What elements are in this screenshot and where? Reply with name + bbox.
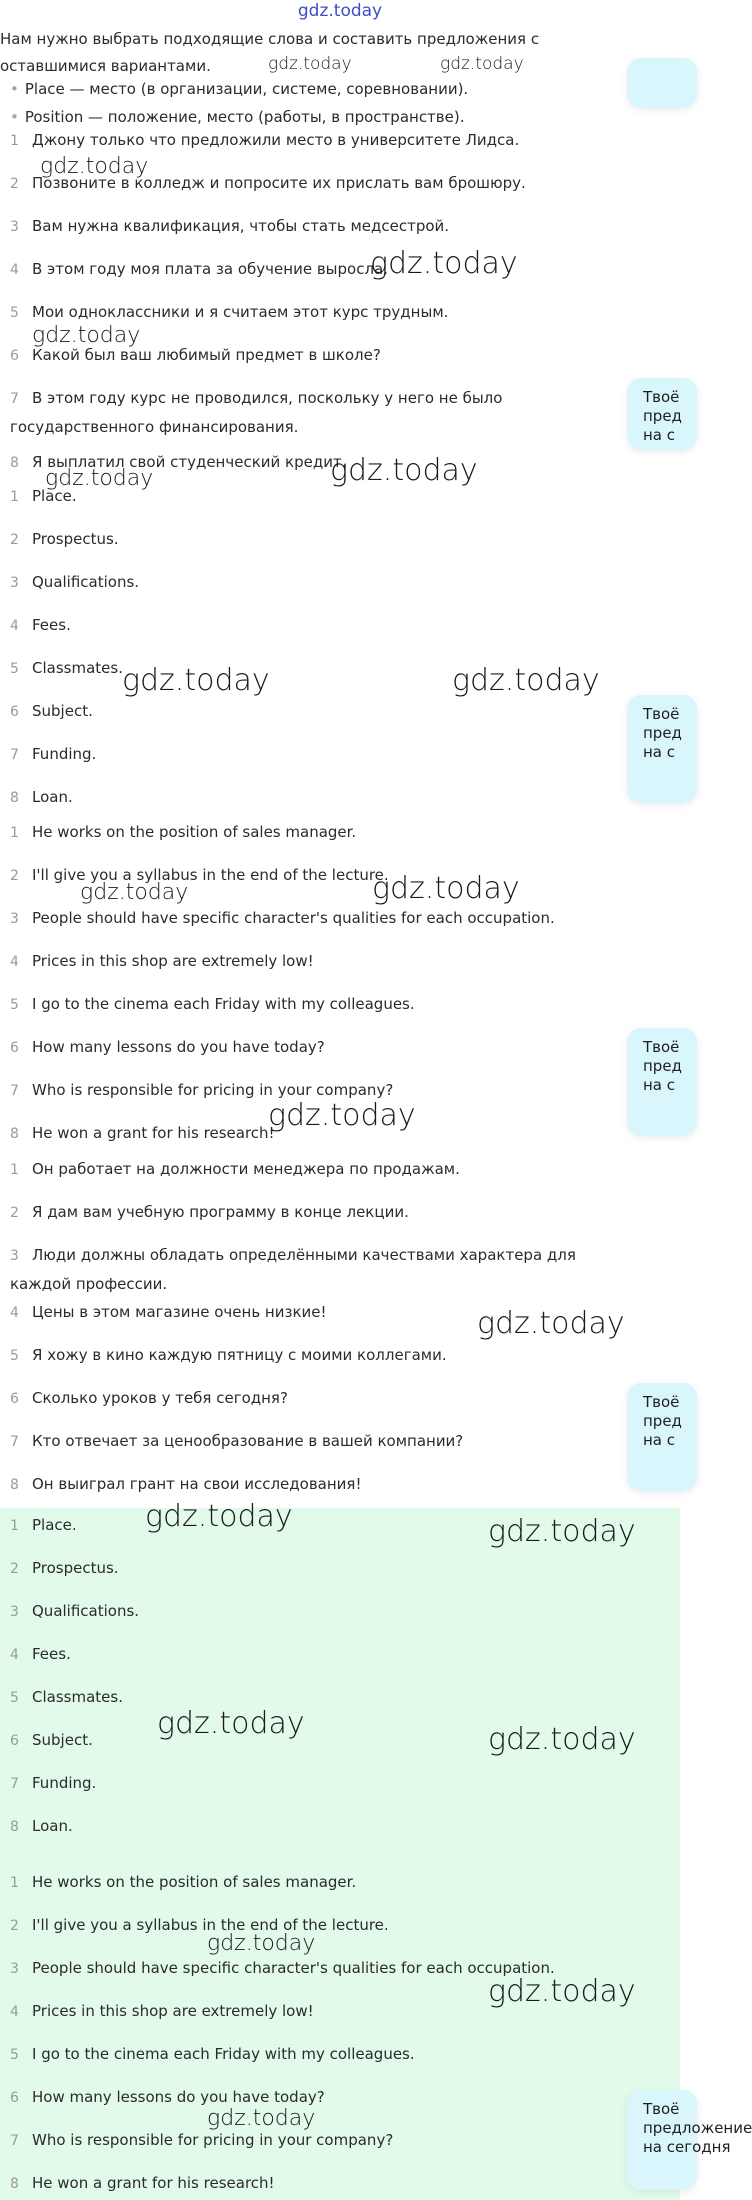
watermark: gdz.today [80, 880, 189, 905]
list-item [10, 1384, 630, 1413]
item-text: Fees. [32, 616, 71, 634]
item-number: 4 [10, 618, 19, 634]
list-item [10, 1241, 630, 1298]
task-intro: Нам нужно выбрать подходящие слова и составить предложения с оставшимися вариантами. [0, 30, 540, 75]
promo-card-line: пред [643, 407, 682, 425]
promo-card-line: Твоё [643, 1393, 680, 1411]
definition-place: • Place — место (в организации, системе, соревновании). [10, 75, 650, 103]
item-number: 8 [10, 1477, 19, 1493]
item-text: Я дам вам учебную программу в конце лекции. [32, 1203, 409, 1221]
promo-card[interactable] [627, 378, 697, 450]
watermark: gdz.today [452, 663, 600, 698]
item-number: 6 [10, 1733, 19, 1749]
list-item [10, 384, 630, 441]
promo-card[interactable] [627, 2090, 752, 2190]
item-text: Funding. [32, 1774, 97, 1792]
item-text: Fees. [32, 1645, 71, 1663]
item-text: Позвоните в колледж и попросите их прислать вам брошюру. [32, 174, 526, 192]
promo-card[interactable] [627, 1383, 697, 1491]
item-text: How many lessons do you have today? [32, 1038, 325, 1056]
item-number: 6 [10, 348, 19, 364]
item-text: He works on the position of sales manager. [32, 1873, 357, 1891]
watermark: gdz.today [330, 453, 478, 488]
item-number: 3 [10, 219, 19, 235]
item-number: 6 [10, 704, 19, 720]
definition-position: • Position — положение, место (работы, в пространстве). [10, 103, 650, 131]
promo-card-line: на с [643, 1431, 676, 1449]
watermark: gdz.today [268, 54, 352, 74]
item-text: Prices in this shop are extremely low! [32, 2002, 314, 2020]
list-item [10, 1341, 630, 1370]
item-text: He won a grant for his research! [32, 1124, 275, 1142]
item-number: 8 [10, 455, 19, 471]
item-number: 2 [10, 1918, 19, 1934]
item-number: 1 [10, 1518, 19, 1534]
item-text: Цены в этом магазине очень низкие! [32, 1303, 327, 1321]
promo-card-line: на сегодня [643, 2138, 731, 2156]
item-number: 3 [10, 1961, 19, 1977]
item-text: Classmates. [32, 659, 123, 677]
item-text: People should have specific character's qualities for each occupation. [32, 909, 555, 927]
list-item [10, 1868, 630, 1897]
watermark: gdz.today [477, 1306, 625, 1341]
list-item [10, 947, 630, 976]
list-item [10, 2083, 630, 2112]
item-number: 3 [10, 1248, 19, 1264]
list-item [10, 126, 630, 155]
list-item [10, 1155, 630, 1184]
item-text: Prospectus. [32, 530, 119, 548]
watermark: gdz.today [488, 1514, 636, 1549]
item-text: Prices in this shop are extremely low! [32, 952, 314, 970]
list-item [10, 697, 630, 726]
item-text: I'll give you a syllabus in the end of the lecture. [32, 866, 389, 884]
watermark: gdz.today [207, 1931, 316, 1956]
item-number: 5 [10, 997, 19, 1013]
item-number: 7 [10, 391, 19, 407]
item-number: 2 [10, 532, 19, 548]
promo-card-line: пред [643, 724, 682, 742]
item-number: 5 [10, 2047, 19, 2063]
list-item [10, 904, 630, 933]
item-text: Qualifications. [32, 1602, 140, 1620]
item-text: People should have specific character's qualities for each occupation. [32, 1959, 555, 1977]
item-number: 7 [10, 1434, 19, 1450]
item-number: 6 [10, 1391, 19, 1407]
item-text: Я выплатил свой студенческий кредит. [32, 453, 347, 471]
watermark: gdz.today [145, 1499, 293, 1534]
item-number: 4 [10, 1305, 19, 1321]
item-number: 7 [10, 1776, 19, 1792]
list-item [10, 2040, 630, 2069]
item-number: 3 [10, 911, 19, 927]
item-number: 5 [10, 305, 19, 321]
item-text: Джону только что предложили место в университете Лидса. [32, 131, 520, 149]
item-text: Qualifications. [32, 573, 140, 591]
item-text: Classmates. [32, 1688, 123, 1706]
list-item [10, 525, 630, 554]
list-item [10, 740, 630, 769]
item-number: 8 [10, 2176, 19, 2192]
item-number: 8 [10, 1819, 19, 1835]
item-number: 3 [10, 575, 19, 591]
item-number: 1 [10, 133, 19, 149]
item-text: I go to the cinema each Friday with my colleagues. [32, 995, 415, 1013]
item-number: 6 [10, 1040, 19, 1056]
list-item [10, 2126, 630, 2155]
item-text: He works on the position of sales manager. [32, 823, 357, 841]
item-number: 8 [10, 1126, 19, 1142]
item-number: 5 [10, 661, 19, 677]
site-watermark-header: gdz.today [297, 1, 383, 21]
list-item [10, 1683, 630, 1712]
item-text: Вам нужна квалификация, чтобы стать медсестрой. [32, 217, 450, 235]
item-number: 2 [10, 176, 19, 192]
item-number: 1 [10, 489, 19, 505]
item-number: 7 [10, 2133, 19, 2149]
watermark: gdz.today [40, 154, 149, 179]
item-number: 3 [10, 1604, 19, 1620]
item-text: Loan. [32, 788, 73, 806]
item-number: 1 [10, 825, 19, 841]
list-item [10, 255, 630, 284]
promo-card-line: Твоё [643, 705, 680, 723]
list-item [10, 212, 630, 241]
promo-card-edge[interactable] [627, 58, 697, 108]
watermark: gdz.today [207, 2106, 316, 2131]
item-text: В этом году моя плата за обучение выросла. [32, 260, 388, 278]
item-text: Funding. [32, 745, 97, 763]
item-text: Subject. [32, 702, 93, 720]
promo-card-line: Твоё [643, 388, 680, 406]
watermark: gdz.today [488, 1722, 636, 1757]
item-number: 7 [10, 747, 19, 763]
item-number: 2 [10, 868, 19, 884]
promo-card-line: на с [643, 1076, 676, 1094]
watermark: gdz.today [372, 871, 520, 906]
item-number: 1 [10, 1162, 19, 1178]
item-text: Сколько уроков у тебя сегодня? [32, 1389, 288, 1407]
promo-card-line: на с [643, 426, 676, 444]
list-item [10, 1597, 630, 1626]
item-number: 6 [10, 2090, 19, 2106]
watermark: gdz.today [122, 663, 270, 698]
item-text: Who is responsible for pricing in your company? [32, 2131, 394, 2149]
list-item [10, 1427, 630, 1456]
item-number: 8 [10, 790, 19, 806]
item-text: Prospectus. [32, 1559, 119, 1577]
item-text: I go to the cinema each Friday with my colleagues. [32, 2045, 415, 2063]
list-item [10, 1640, 630, 1669]
item-text: В этом году курс не проводился, поскольку у него не было государственного финансирования. [10, 389, 503, 436]
item-text: Он выиграл грант на свои исследования! [32, 1475, 362, 1493]
item-text: I'll give you a syllabus in the end of the lecture. [32, 1916, 389, 1934]
list-item [10, 1911, 630, 1940]
item-text: Subject. [32, 1731, 93, 1749]
item-number: 4 [10, 262, 19, 278]
promo-card[interactable] [627, 695, 697, 803]
list-item [10, 2169, 630, 2198]
promo-card-line: пред [643, 1057, 682, 1075]
promo-card-line: Твоё [643, 2100, 680, 2118]
list-item [10, 1769, 630, 1798]
list-item [10, 1812, 630, 1841]
item-text: Какой был ваш любимый предмет в школе? [32, 346, 381, 364]
promo-card-line: на с [643, 743, 676, 761]
list-item [10, 1554, 630, 1583]
watermark: gdz.today [268, 1098, 416, 1133]
item-number: 4 [10, 954, 19, 970]
promo-card-line: Твоё [643, 1038, 680, 1056]
item-text: Я хожу в кино каждую пятницу с моими коллегами. [32, 1346, 447, 1364]
item-number: 2 [10, 1205, 19, 1221]
list-item [10, 611, 630, 640]
item-text: How many lessons do you have today? [32, 2088, 325, 2106]
list-item [10, 818, 630, 847]
watermark: gdz.today [45, 466, 154, 491]
item-number: 5 [10, 1690, 19, 1706]
item-text: Place. [32, 487, 77, 505]
watermark: gdz.today [370, 246, 518, 281]
item-number: 2 [10, 1561, 19, 1577]
item-text: Он работает на должности менеджера по продажам. [32, 1160, 460, 1178]
promo-card-line: пред [643, 1412, 682, 1430]
list-item [10, 1198, 630, 1227]
item-number: 4 [10, 1647, 19, 1663]
list-item [10, 990, 630, 1019]
item-text: Мои одноклассники и я считаем этот курс трудным. [32, 303, 449, 321]
watermark: gdz.today [488, 1974, 636, 2009]
watermark: gdz.today [440, 54, 524, 74]
item-text: Кто отвечает за ценообразование в вашей компании? [32, 1432, 464, 1450]
definitions-list [10, 75, 650, 131]
item-number: 7 [10, 1083, 19, 1099]
list-item [10, 1470, 630, 1499]
promo-card[interactable] [627, 1028, 697, 1136]
item-number: 4 [10, 2004, 19, 2020]
item-text: He won a grant for his research! [32, 2174, 275, 2192]
item-text: Люди должны обладать определёнными качествами характера для каждой профессии. [10, 1246, 576, 1293]
watermark: gdz.today [32, 323, 141, 348]
list-item [10, 783, 630, 812]
item-number: 5 [10, 1348, 19, 1364]
item-text: Loan. [32, 1817, 73, 1835]
item-text: Who is responsible for pricing in your company? [32, 1081, 394, 1099]
list-item [10, 568, 630, 597]
watermark: gdz.today [157, 1706, 305, 1741]
promo-card-line: предложение [643, 2119, 752, 2137]
item-text: Place. [32, 1516, 77, 1534]
list-item [10, 1033, 630, 1062]
item-number: 1 [10, 1875, 19, 1891]
